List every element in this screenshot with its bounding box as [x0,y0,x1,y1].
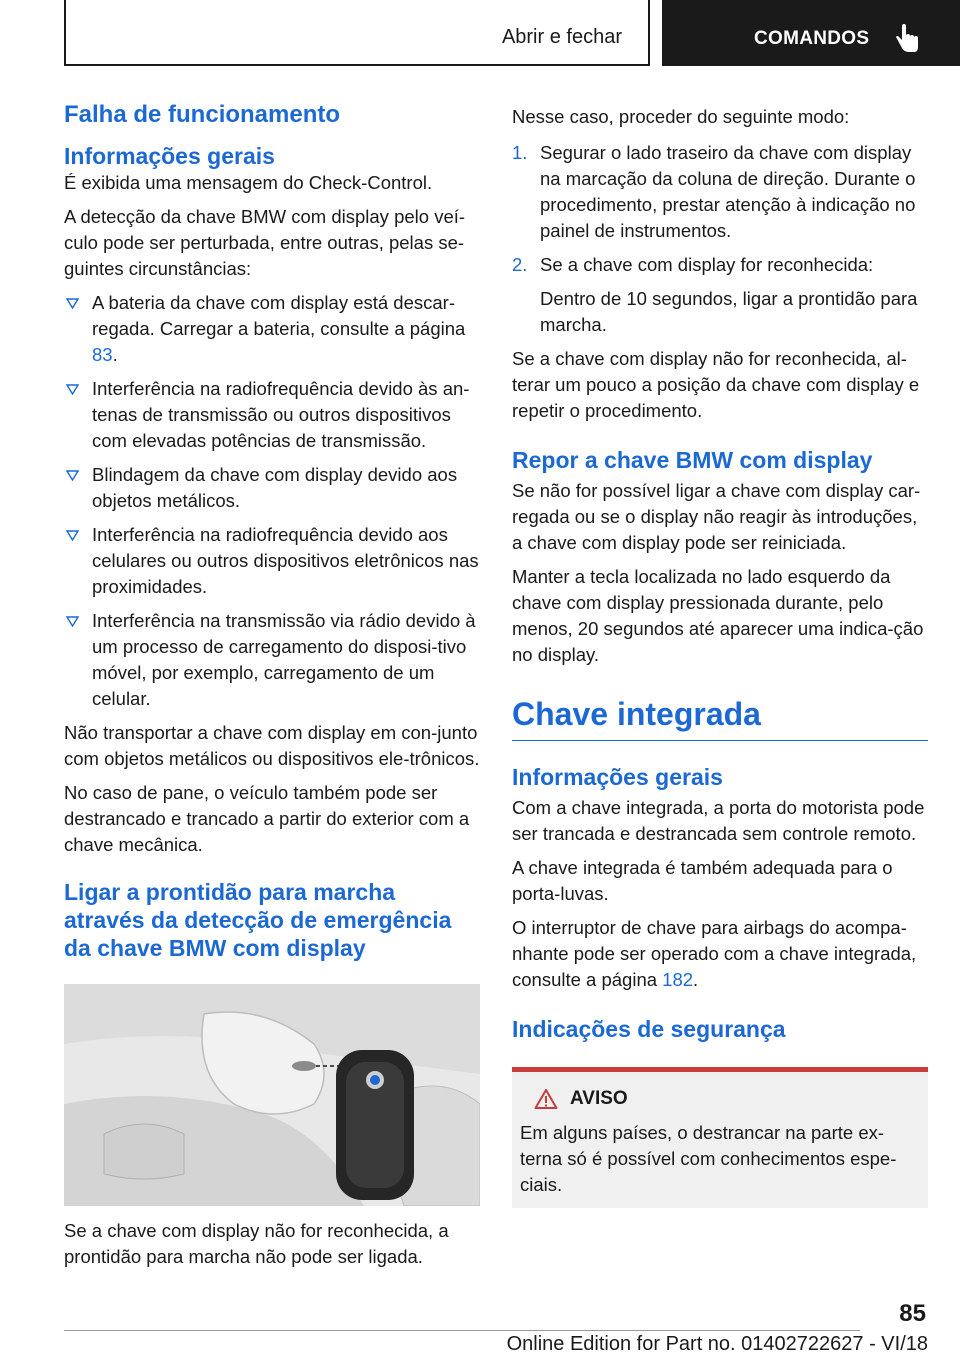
heading-info-gerais: Informações gerais [64,143,275,169]
heading-falha: Falha de funcionamento [64,101,341,128]
header-chapter-box [662,0,960,66]
step-subtext: Dentro de 10 segundos, ligar a prontidão para marcha. [540,288,918,335]
warning-title: AVISO [570,1088,628,1109]
triangle-bullet-icon [66,298,79,309]
step-list [512,140,928,338]
paragraph: A chave integrada é também adequada para o porta-luvas. [512,857,893,904]
list-item: Interferência na radiofrequência devido aos celulares ou outros dispositivos eletrônicos nas proximidades. [64,522,480,600]
list-item: 1. Segurar o lado traseiro da chave com display na marcação da coluna de direção. Durante o procedimento, prestar atenção à indicação no painel de instrumentos. [512,142,916,241]
heading-emergencia: Ligar a prontidão para marcha através da detecção de emergência da chave BMW com display [64,879,452,961]
chapter-title: COMANDOS [754,28,870,49]
step-number: 2. [512,254,528,275]
page-number: 85 [899,1300,926,1327]
triangle-bullet-icon [66,384,79,395]
page-link-182[interactable]: 182 [662,969,694,990]
heading-seguranca: Indicações de segurança [512,1016,786,1042]
paragraph: Não transportar a chave com display em con-junto com objetos metálicos ou dispositivos ele-trônicos. [64,722,480,769]
footer-edition: Online Edition for Part no. 01402722627 - VI/18 [506,1333,928,1355]
bullet-list [64,290,480,712]
warning-title-row [520,1088,920,1110]
paragraph: Manter a tecla localizada no lado esquerdo da chave com display pressionada durante, pelo menos, 20 segundos até aparecer uma indica-ção no display. [512,566,924,665]
triangle-bullet-icon [66,616,79,627]
warning-box [512,1067,928,1208]
warning-text: Em alguns países, o destrancar na parte ex-terna só é possível com conhecimentos espe-ciais. [520,1122,897,1195]
heading-repor: Repor a chave BMW com display [512,447,873,473]
left-column [64,100,480,1270]
header-section-box [64,0,650,66]
page-link-83[interactable]: 83 [92,344,113,365]
paragraph: A detecção da chave BMW com display pelo veí-culo pode ser perturbada, entre outras, pelas se-guintes circunstâncias: [64,206,466,279]
heading-chave-integrada: Chave integrada [512,694,928,741]
paragraph: É exibida uma mensagem do Check-Control. [64,172,433,193]
paragraph: Se a chave com display não for reconhecida, al-terar um pouco a posição da chave com display e repetir o procedimento. [512,348,920,421]
paragraph: O interruptor de chave para airbags do acompa-nhante pode ser operado com a chave integrada, consulte a página 182. [512,917,917,990]
list-item: Interferência na transmissão via rádio devido à um processo de carregamento do disposi-tivo móvel, por exemplo, carregamento de um celular. [64,608,480,712]
footer-divider [64,1330,860,1331]
triangle-bullet-icon [66,530,79,541]
paragraph: Com a chave integrada, a porta do motorista pode ser trancada e destrancada sem controle remoto. [512,797,925,844]
triangle-bullet-icon [66,470,79,481]
list-item: Blindagem da chave com display devido aos objetos metálicos. [64,462,480,514]
right-column [512,100,928,1208]
list-item: A bateria da chave com display está descar-regada. Carregar a bateria, consulte a página 83. [64,290,480,368]
hand-pointer-icon [894,24,920,54]
step-number: 1. [512,142,528,163]
warning-triangle-icon [534,1088,558,1110]
section-title: Abrir e fechar [501,26,622,48]
list-item: Interferência na radiofrequência devido às an-tenas de transmissão ou outros dispositivos com elevadas potências de transmissão. [64,376,480,454]
paragraph: Se não for possível ligar a chave com display car-regada ou se o display não reagir às introduções, a chave com display pode ser reiniciada. [512,480,921,553]
list-item: 2. Se a chave com display for reconhecida: Dentro de 10 segundos, ligar a prontidão para marcha. [512,252,928,338]
illustration-graphic [64,984,480,1206]
heading-info-gerais-2: Informações gerais [512,764,723,790]
paragraph: No caso de pane, o veículo também pode ser destrancado e trancado a partir do exterior com a chave mecânica. [64,782,470,855]
figure-caption: Se a chave com display não for reconhecida, a prontidão para marcha não pode ser ligada. [64,1220,449,1267]
paragraph: Nesse caso, proceder do seguinte modo: [512,106,850,127]
key-steering-column-illustration [64,984,480,1206]
